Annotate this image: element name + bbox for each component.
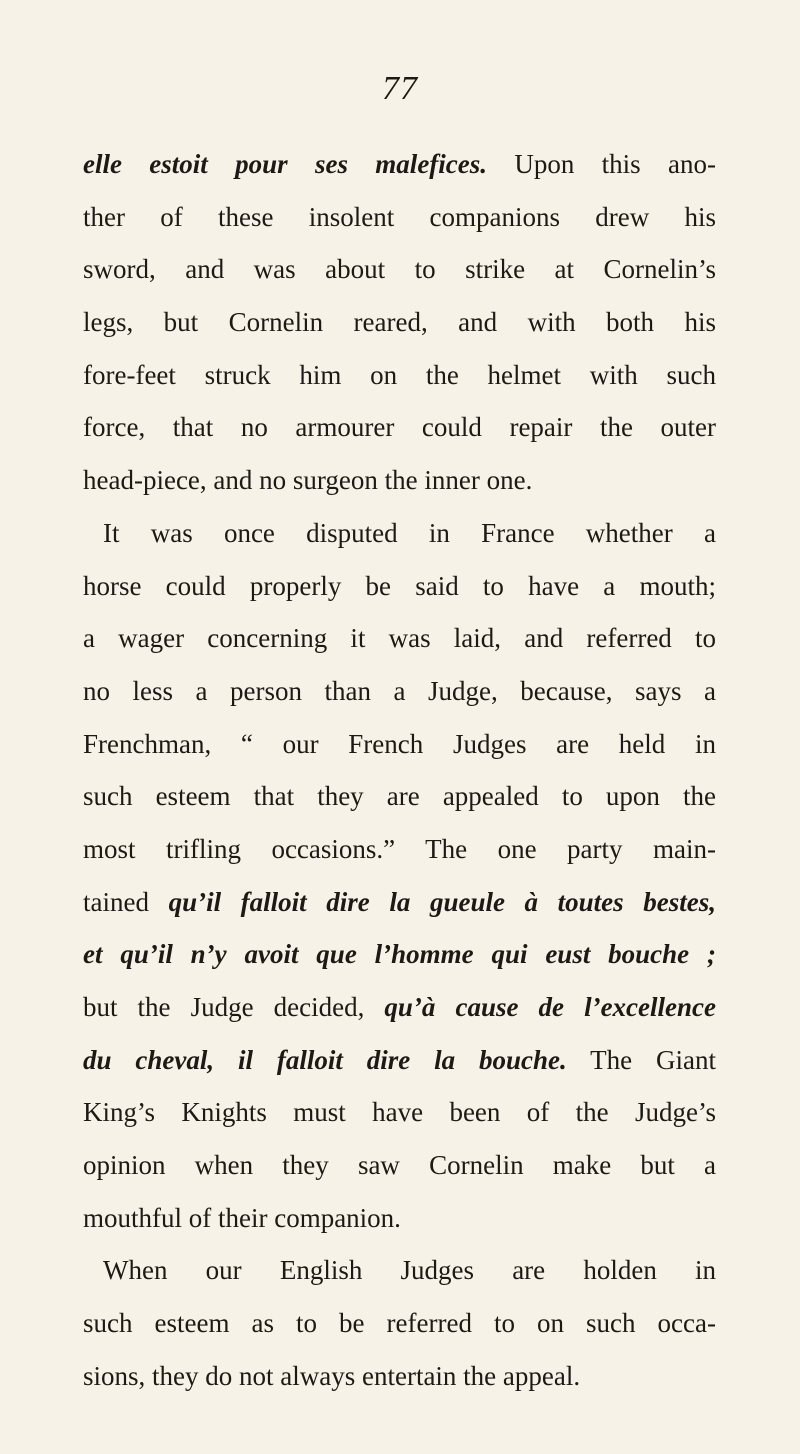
text-line [83, 1086, 716, 1139]
text-segment: sions, they do not always entertain the appeal. [83, 1360, 581, 1391]
text-line [83, 1350, 716, 1403]
text-segment: tained [83, 886, 169, 917]
italic-segment: elle estoit pour ses malefices. [83, 149, 488, 179]
text-line [83, 928, 716, 981]
text-segment: It was once disputed in France whether a [103, 517, 716, 548]
text-segment: such esteem as to be referred to on such occa- [83, 1308, 716, 1339]
text-segment: horse could properly be said to have a mouth; [83, 570, 716, 601]
text-segment: force, that no armourer could repair the outer [83, 412, 716, 443]
text-line [83, 507, 716, 560]
text-line [83, 296, 716, 349]
text-line [83, 823, 716, 876]
text-segment: legs, but Cornelin reared, and with both his [83, 307, 716, 338]
text-line [83, 665, 716, 718]
text-line [83, 560, 716, 613]
italic-segment: qu’à cause de l’excellence [384, 992, 716, 1022]
text-line [83, 349, 716, 402]
text-line [83, 401, 716, 454]
text-segment: a wager concerning it was laid, and referred to [83, 623, 716, 654]
text-segment: but the Judge decided, [83, 992, 385, 1022]
text-line [83, 718, 716, 771]
italic-segment: qu’il falloit dire la gueule à toutes bestes, [168, 886, 716, 917]
text-segment: The Giant [566, 1044, 716, 1075]
text-segment: ther of these insolent companions drew his [83, 201, 716, 232]
text-line [83, 1139, 716, 1192]
text-line [83, 612, 716, 665]
text-segment: no less a person than a Judge, because, says a [83, 675, 716, 706]
text-segment: mouthful of their companion. [83, 1202, 401, 1233]
text-segment: sword, and was about to strike at Cornelin’s [83, 254, 716, 285]
text-segment: Upon this ano- [487, 149, 716, 179]
text-segment: such esteem that they are appealed to upon the [83, 781, 716, 812]
text-segment: fore-feet struck him on the helmet with such [83, 359, 716, 390]
italic-segment: du cheval, il falloit dire la bouche. [83, 1044, 567, 1075]
text-line [83, 876, 716, 929]
text-line [83, 1192, 716, 1245]
text-segment: most trifling occasions.” The one party main- [83, 833, 716, 864]
text-line [83, 191, 716, 244]
text-line [83, 1297, 716, 1350]
text-line [83, 138, 716, 191]
text-line [83, 1034, 716, 1087]
text-segment: When our English Judges are holden in [103, 1255, 716, 1286]
text-line [83, 454, 716, 507]
body-text [83, 138, 716, 1403]
page-number: 77 [382, 70, 418, 107]
italic-segment: et qu’il n’y avoit que l’homme qui eust bouche ; [83, 939, 716, 970]
text-line [83, 1244, 716, 1297]
text-segment: Frenchman, “ our French Judges are held in [83, 728, 716, 759]
text-line [83, 243, 716, 296]
text-line [83, 770, 716, 823]
text-segment: head-piece, and no surgeon the inner one. [83, 465, 533, 496]
text-segment: King’s Knights must have been of the Judge’s [83, 1097, 716, 1128]
text-line [83, 981, 716, 1034]
text-segment: opinion when they saw Cornelin make but a [83, 1150, 716, 1181]
